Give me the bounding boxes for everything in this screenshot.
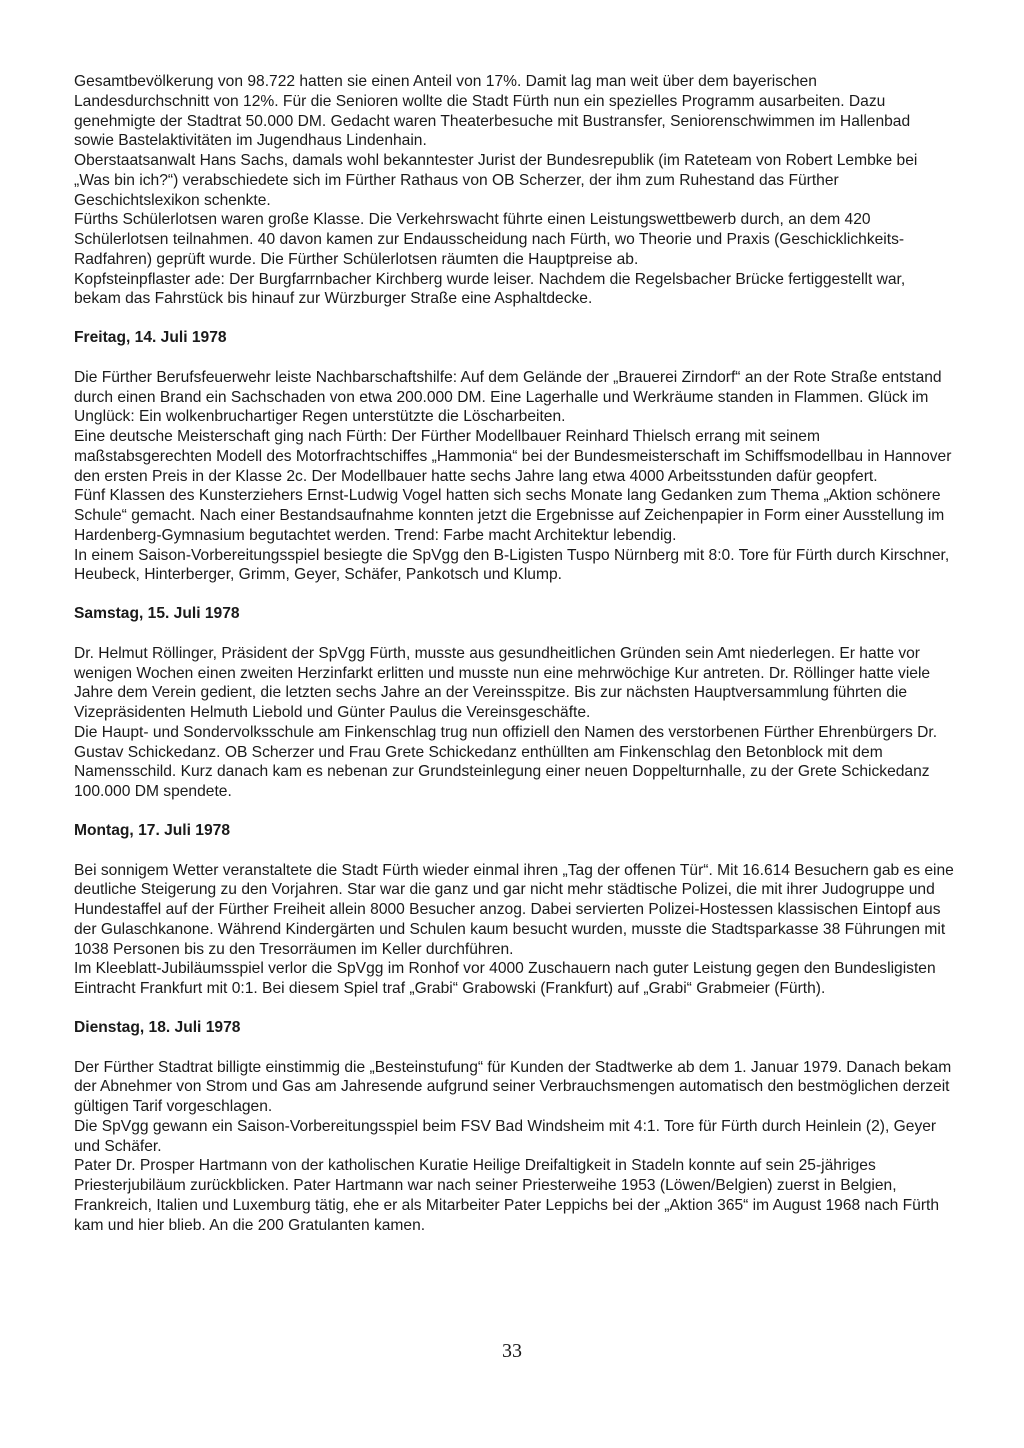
- paragraph: Pater Dr. Prosper Hartmann von der katholischen Kuratie Heilige Dreifaltigkeit in Stadeln konnte auf sein 25-jähriges Priesterjubiläum zurückblicken. Pater Hartmann war nach seiner Priesterweihe 1953 (Löwen/Belgien) zuerst in Belgien, Frankreich, Italien und Luxemburg tätig, ehe er als Mitarbeiter Pater Leppichs bei der „Aktion 365“ im August 1968 nach Fürth kam und hier blieb. An die 200 Gratulanten kamen.: [74, 1157, 940, 1234]
- paragraph: Gesamtbevölkerung von 98.722 hatten sie einen Anteil von 17%. Damit lag man weit über dem bayerischen Landesdurchschnitt von 12%. Für die Senioren wollte die Stadt Fürth nun ein spezielles Programm ausarbeiten. Dazu genehmigte der Stadtrat 50.000 DM. Gedacht waren Theaterbesuche mit Bustransfer, Seniorenschwimmen im Hallenbad sowie Bastelaktivitäten im Jugendhaus Lindenhain.: [74, 73, 911, 150]
- section-tuesday: [74, 1018, 954, 1236]
- paragraph: Bei sonnigem Wetter veranstaltete die Stadt Fürth wieder einmal ihren „Tag der offenen Tür“. Mit 16.614 Besuchern gab es eine deutliche Steigerung zu den Vorjahren. Star war die ganz und gar nicht mehr städtische Polizei, die mit ihrer Judogruppe und Hundestaffel auf der Fürther Freiheit allein 8000 Besucher anzog. Dabei servierten Polizei-Hostessen klassischen Eintopf aus der Gulaschkanone. Während Kindergärten und Schulen kaum besucht wurden, musste die Stadtsparkasse 38 Führungen mit 1038 Personen bis zu den Tresorräumen im Keller durchführen.: [74, 861, 954, 958]
- paragraph: Der Fürther Stadtrat billigte einstimmig die „Besteinstufung“ für Kunden der Stadtwerke ab dem 1. Januar 1979. Danach bekam der Abnehmer von Strom und Gas am Jahresende aufgrund seiner Verbrauchsmengen automatisch den bestmöglichen derzeit gültigen Tarif vorgeschlagen.: [74, 1058, 952, 1115]
- paragraph: Dr. Helmut Röllinger, Präsident der SpVgg Fürth, musste aus gesundheitlichen Gründen sein Amt niederlegen. Er hatte vor wenigen Wochen einen zweiten Herzinfarkt erlitten und musste nun eine mehrwöchige Kur antreten. Dr. Röllinger hatte viele Jahre dem Verein gedient, die letzten sechs Jahre an der Vereinsspitze. Bis zur nächsten Hauptversammlung führten die Vizepräsidenten Helmuth Liebold und Günter Paulus die Vereinsgeschäfte.: [74, 644, 931, 721]
- paragraph: Fürths Schülerlotsen waren große Klasse. Die Verkehrswacht führte einen Leistungswettbewerb durch, an dem 420 Schülerlotsen teilnahmen. 40 davon kamen zur Endausscheidung nach Fürth, wo Theorie und Praxis (Geschicklichkeits-Radfahren) geprüft wurde. Die Fürther Schülerlotsen räumten die Hauptpreise ab.: [74, 211, 905, 268]
- page-number: 33: [502, 1340, 522, 1362]
- paragraph: In einem Saison-Vorbereitungsspiel besiegte die SpVgg den B-Ligisten Tuspo Nürnberg mit 8:0. Tore für Fürth durch Kirschner, Heubeck, Hinterberger, Grimm, Geyer, Schäfer, Pankotsch und Klump.: [74, 546, 950, 584]
- paragraph: Oberstaatsanwalt Hans Sachs, damals wohl bekanntester Jurist der Bundesrepublik (im Rateteam von Robert Lembke bei „Was bin ich?“) verabschiedete sich im Fürther Rathaus von OB Scherzer, der ihm zum Ruhestand das Fürther Geschichtslexikon schenkte.: [74, 152, 918, 209]
- paragraph: Kopfsteinpflaster ade: Der Burgfarrnbacher Kirchberg wurde leiser. Nachdem die Regelsbacher Brücke fertiggestellt war, bekam das Fahrstück bis hinauf zur Würzburger Straße eine Asphaltdecke.: [74, 270, 906, 308]
- paragraph: Die Haupt- und Sondervolksschule am Finkenschlag trug nun offiziell den Namen des verstorbenen Fürther Ehrenbürgers Dr. Gustav Schickedanz. OB Scherzer und Frau Grete Schickedanz enthüllten am Finkenschlag den Betonblock mit dem Namensschild. Kurz danach kam es nebenan zur Grundsteinlegung einer neuen Doppelturnhalle, zu der Grete Schickedanz 100.000 DM spendete.: [74, 723, 938, 800]
- paragraph: Fünf Klassen des Kunsterziehers Ernst-Ludwig Vogel hatten sich sechs Monate lang Gedanken zum Thema „Aktion schönere Schule“ gemacht. Nach einer Bestandsaufnahme konnten jetzt die Ergebnisse auf Zeichenpapier in Form einer Ausstellung im Hardenberg-Gymnasium begutachtet werden. Trend: Farbe macht Architektur lebendig.: [74, 487, 945, 544]
- section-heading: Samstag, 15. Juli 1978: [74, 605, 240, 622]
- paragraph: Die Fürther Berufsfeuerwehr leiste Nachbarschaftshilfe: Auf dem Gelände der „Brauerei Zirndorf“ an der Rote Straße entstand durch einen Brand ein Sachschaden von etwa 200.000 DM. Eine Lagerhalle und Werkräume standen in Flammen. Glück im Unglück: Ein wolkenbruchartiger Regen unterstützte die Löscharbeiten.: [74, 368, 942, 426]
- section-heading: Dienstag, 18. Juli 1978: [74, 1018, 241, 1036]
- section-heading: Freitag, 14. Juli 1978: [74, 329, 227, 346]
- document-body: [74, 72, 954, 1235]
- paragraph: Eine deutsche Meisterschaft ging nach Fürth: Der Fürther Modellbauer Reinhard Thielsch errang mit seinem maßstabsgerechten Modell des Motorfrachtschiffes „Hammonia“ bei der Bundesmeisterschaft im Schiffsmodellbau in Hannover den ersten Preis in der Klasse 2c. Der Modellbauer hatte sechs Jahre lang etwa 4000 Arbeitsstunden dafür geopfert.: [74, 428, 952, 485]
- paragraph: Im Kleeblatt-Jubiläumsspiel verlor die SpVgg im Ronhof vor 4000 Zuschauern nach guter Leistung gegen den Bundesligisten Eintracht Frankfurt mit 0:1. Bei diesem Spiel traf „Grabi“ Grabowski (Frankfurt) auf „Grabi“ Grabmeier (Fürth).: [74, 960, 936, 997]
- section-monday: [74, 821, 954, 999]
- intro-section: [74, 72, 954, 309]
- section-saturday: [74, 604, 954, 802]
- section-friday: [74, 328, 954, 585]
- section-heading: Montag, 17. Juli 1978: [74, 821, 230, 839]
- paragraph: Die SpVgg gewann ein Saison-Vorbereitungsspiel beim FSV Bad Windsheim mit 4:1. Tore für Fürth durch Heinlein (2), Geyer und Schäfer.: [74, 1117, 937, 1155]
